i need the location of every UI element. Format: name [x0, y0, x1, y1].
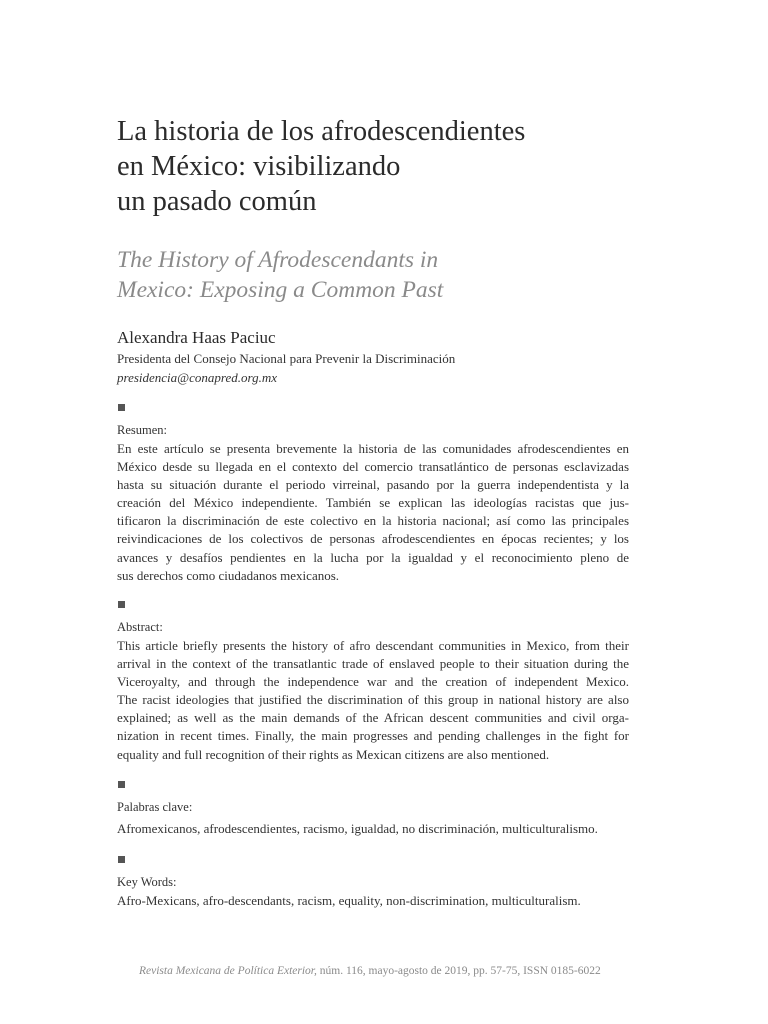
abstract-paragraph	[117, 637, 629, 764]
key-words-text	[117, 892, 629, 910]
key-words-label: Key Words:	[117, 875, 177, 889]
article-subtitle-english	[117, 245, 637, 305]
abstract-line: nization in recent times. Finally, the main progresses and pending challenges in the fight for	[117, 728, 629, 744]
abstract-line: Viceroyalty, and through the independence war and the creation of independent Mexico.	[117, 674, 629, 690]
abstract-line: equality and full recognition of their rights as Mexican citizens are also mentioned.	[117, 746, 550, 762]
resumen-line: sus derechos como ciudadanos mexicanos.	[117, 567, 340, 583]
resumen-label: Resumen:	[117, 423, 167, 437]
resumen-line: reivindicaciones de los colectivos de personas afrodescendientes en épocas recientes; y los	[117, 531, 629, 547]
journal-name: Revista Mexicana de Política Exterior,	[139, 965, 317, 977]
journal-issue-details: núm. 116, mayo-agosto de 2019, pp. 57-75, ISSN 0185-6022	[316, 965, 601, 977]
author-name: Alexandra Haas Paciuc	[117, 328, 276, 347]
subtitle-line: The History of Afrodescendants in	[117, 247, 439, 273]
abstract-line: The racist ideologies that justified the discrimination of this group in national history are also	[117, 692, 629, 708]
palabras-clave-label: Palabras clave:	[117, 800, 193, 814]
abstract-line: This article briefly presents the history of afro descendant communities in Mexico, from their	[117, 638, 629, 653]
title-line: La historia de los afrodescendientes	[117, 116, 526, 147]
resumen-line: México desde su llegada en el contexto del comercio transatlántico de personas esclavizadas	[117, 459, 629, 475]
author-affiliation: Presidenta del Consejo Nacional para Prevenir la Discriminación	[117, 351, 456, 366]
author-email: presidencia@conapred.org.mx	[117, 370, 277, 385]
palabras-clave-line: Afromexicanos, afrodescendientes, racismo, igualdad, no discriminación, multiculturalismo.	[117, 821, 598, 836]
abstract-line: explained; as well as the main demands of the African descent communities and civil orga-	[117, 710, 629, 726]
resumen-line: tificaron la discriminación de este colectivo en la historia nacional; así como las principales	[117, 513, 629, 529]
resumen-paragraph	[117, 440, 629, 585]
abstract-line: arrival in the context of the transatlantic trade of enslaved people to their situation during the	[117, 656, 629, 672]
resumen-line: En este artículo se presenta brevemente la historia de las comunidades afrodescendientes en	[117, 441, 629, 456]
journal-citation-footer	[139, 964, 601, 979]
title-line: en México: visibilizando	[117, 151, 401, 182]
key-words-line: Afro-Mexicans, afro-descendants, racism, equality, non-discrimination, multiculturalism.	[117, 893, 581, 908]
title-line: un pasado común	[117, 186, 317, 217]
resumen-line: creación del México independiente. También se explican las ideologías racistas que jus-	[117, 495, 629, 511]
section-bullet-icon	[118, 601, 125, 608]
article-title	[117, 114, 637, 219]
section-bullet-icon	[118, 781, 125, 788]
abstract-label: Abstract:	[117, 620, 163, 634]
resumen-line: avances y desafíos pendientes en la lucha por la igualdad y el reconocimiento pleno de	[117, 549, 629, 565]
subtitle-line: Mexico: Exposing a Common Past	[117, 277, 444, 303]
section-bullet-icon	[118, 404, 125, 411]
section-bullet-icon	[118, 856, 125, 863]
palabras-clave-text	[117, 820, 629, 838]
resumen-line: hasta su situación durante el periodo virreinal, pasando por la guerra independentista y la	[117, 477, 629, 493]
